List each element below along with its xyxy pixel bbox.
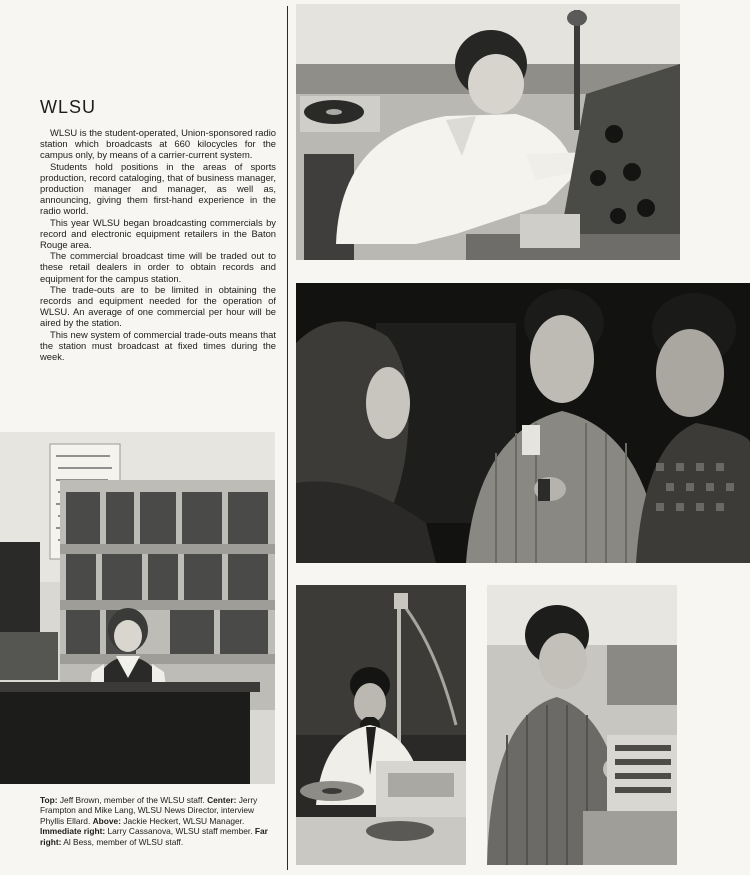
caption-text-immediate-right: Larry Cassanova, WLSU staff member. — [105, 826, 255, 837]
caption-label-top: Top: — [40, 795, 58, 805]
caption-label-immediate-right: Immediate right: — [40, 826, 106, 837]
column-divider — [287, 6, 288, 870]
article-paragraph: The trade-outs are to be limited in obtaining the records and equipment needed for the operation of WLSU. An average of one commercial per hour will be aired by the station. — [40, 283, 276, 329]
article-body — [40, 127, 276, 362]
caption-label-center: Center: — [207, 795, 237, 805]
caption-text-above: Jackie Heckert, WLSU Manager. — [120, 815, 245, 826]
photo-caption — [40, 795, 276, 847]
article-paragraph: This year WLSU began broadcasting commercials by record and electronic equipment retailers in the Baton Rouge area. — [40, 216, 276, 251]
caption-label-far-right: Far right: — [40, 826, 268, 847]
caption-text-top: Jeff Brown, member of the WLSU staff. — [57, 795, 208, 805]
article-paragraph: WLSU is the student-operated, Union-sponsored radio station which broadcasts at 660 kilocycles for the campus only, by means of a carrier-current system. — [40, 127, 276, 161]
caption-text-center: Jerry Frampton and Mike Lang, WLSU News Director, interview Phyllis Ellard. — [40, 795, 258, 826]
article-heading: WLSU — [40, 97, 97, 117]
article-paragraph: This new system of commercial trade-outs means that the station must broadcast at fixed times during the week. — [40, 328, 276, 363]
photo-interview — [296, 283, 750, 563]
article-paragraph: The commercial broadcast time will be traded out to these retail dealers in order to obtain records and equipment for the campus station. — [40, 250, 276, 284]
photo-staff-member-console — [296, 4, 680, 260]
photo-station-manager — [0, 432, 275, 784]
article-paragraph: Students hold positions in the areas of sports production, record cataloging, that of business manager, production manager and manager, as well as, announcing, giving them first-hand experience in the radio world. — [40, 160, 276, 217]
photo-staff-member-microphone — [296, 585, 466, 865]
caption-text-far-right: Al Bess, member of WLSU staff. — [61, 836, 184, 847]
photo-staff-member-records — [487, 585, 677, 865]
caption-label-above: Above: — [92, 815, 121, 826]
